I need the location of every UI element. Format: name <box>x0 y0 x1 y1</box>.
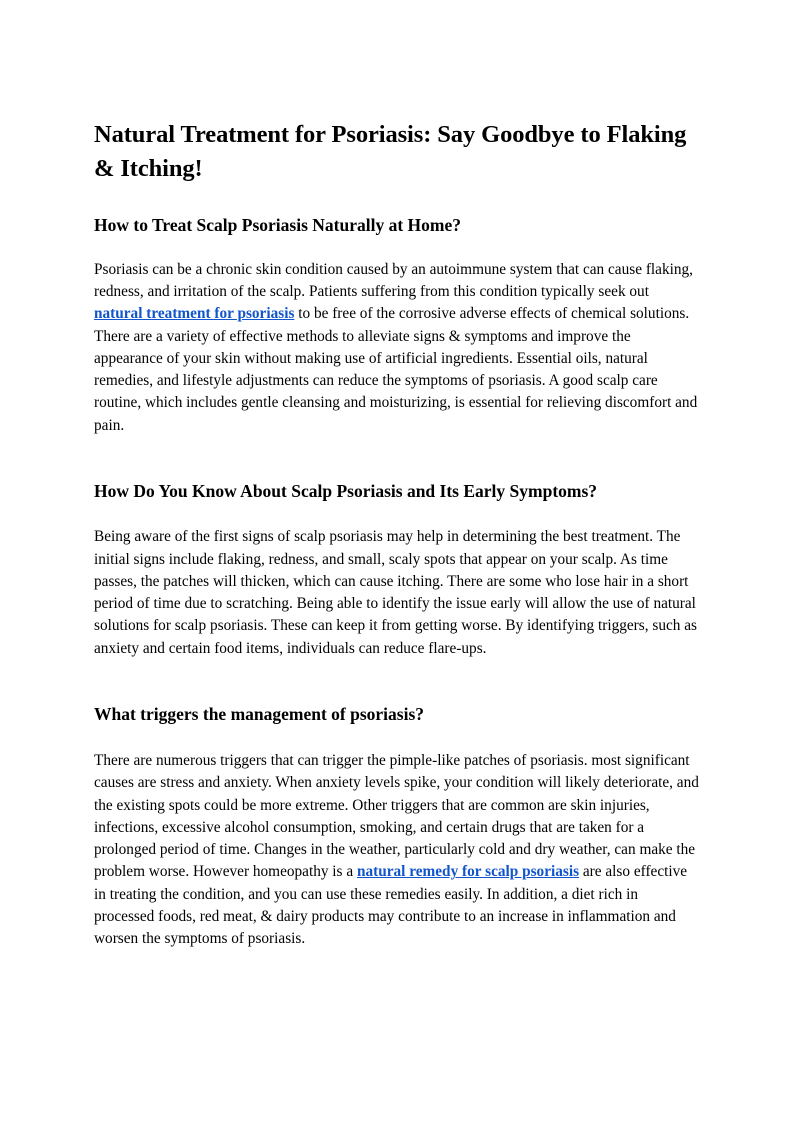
section-paragraph-2: Being aware of the first signs of scalp psoriasis may help in determining the best treatment. The initial signs include flaking, redness, and small, scaly spots that appear on your scalp. As time passes, the patches will thicken, which can cause itching. There are some who lose hair in a short period of time due to scratching. Being able to identify the issue early will allow the use of natural solutions for scalp psoriasis. These can keep it from getting worse. By identifying triggers, such as anxiety and certain food items, individuals can reduce flare-ups. <box>94 528 697 657</box>
paragraph-text-after-link: are also effective in treating the condition, and you can use these remedies easily. In addition, a diet rich in processed foods, red meat, & dairy products may contribute to an increase in inflammation and worsen the symptoms of psoriasis. <box>94 863 688 948</box>
paragraph-text-before-link: There are numerous triggers that can trigger the pimple-like patches of psoriasis. most significant causes are stress and anxiety. When anxiety levels spike, your condition will likely deteriorate, and the existing spots could be more extreme. Other triggers that are common are skin injuries, infections, excessive alcohol consumption, smoking, and certain drugs that are taken for a prolonged period of time. Changes in the weather, particularly cold and dry weather, can make the problem worse. However homeopathy is a <box>94 752 699 881</box>
section-heading-2: How Do You Know About Scalp Psoriasis and Its Early Symptoms? <box>94 480 598 501</box>
document-content <box>94 118 701 950</box>
inline-link-natural-remedy-for-scalp-psoriasis[interactable]: natural remedy for scalp psoriasis <box>356 863 580 881</box>
page-title: Natural Treatment for Psoriasis: Say Goodbye to Flaking & Itching! <box>94 121 687 183</box>
paragraph-text-before-link: Psoriasis can be a chronic skin condition caused by an autoimmune system that can cause flaking, redness, and irritation of the scalp. Patients suffering from this condition typically seek out <box>94 260 693 301</box>
section-heading-3: What triggers the management of psoriasis? <box>94 703 425 724</box>
paragraph-text-after-link: to be free of the corrosive adverse effects of chemical solutions. There are a variety of effective methods to alleviate signs & symptoms and improve the appearance of your skin without making use of artificial ingredients. Essential oils, natural remedies, and lifestyle adjustments can reduce the symptoms of psoriasis. A good scalp care routine, which includes gentle cleansing and moisturizing, is essential for relieving discomfort and pain. <box>94 305 698 434</box>
spacer <box>94 660 701 702</box>
spacer <box>94 238 701 259</box>
section-heading-1: How to Treat Scalp Psoriasis Naturally at Home? <box>94 214 461 235</box>
inline-link-natural-treatment-for-psoriasis[interactable]: natural treatment for psoriasis <box>94 305 295 323</box>
spacer <box>94 187 701 213</box>
section-paragraph-1 <box>94 259 701 437</box>
spacer <box>94 504 701 526</box>
spacer <box>94 727 701 750</box>
spacer <box>94 437 701 479</box>
section-paragraph-3 <box>94 750 701 950</box>
